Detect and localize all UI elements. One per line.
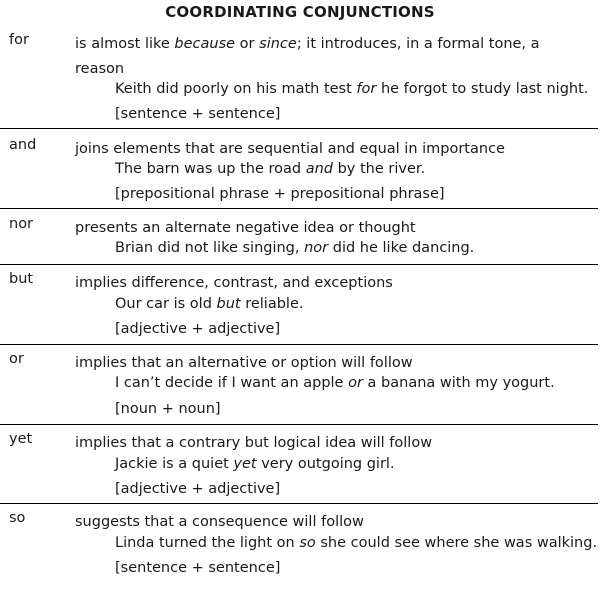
- example-conjunction: nor: [304, 240, 329, 256]
- entry-divider: [0, 128, 598, 129]
- definition: [75, 32, 545, 82]
- example-sentence: [115, 456, 395, 472]
- definition: suggests that a consequence will follow: [75, 514, 364, 530]
- example-conjunction: or: [348, 375, 363, 391]
- example-conjunction: yet: [233, 456, 257, 472]
- example-after: by the river.: [332, 161, 426, 177]
- definition-emphasis-since: since: [259, 36, 297, 52]
- example-sentence: [115, 375, 555, 391]
- example-after: reliable.: [240, 296, 304, 312]
- definition: presents an alternate negative idea or thought: [75, 220, 416, 236]
- grammar-pattern: [prepositional phrase + prepositional phrase]: [115, 186, 445, 202]
- example-after: very outgoing girl.: [256, 456, 395, 472]
- grammar-pattern: [sentence + sentence]: [115, 560, 281, 576]
- example-sentence: [115, 296, 304, 312]
- conjunction-word: for: [9, 32, 29, 48]
- example-sentence: [115, 161, 425, 177]
- example-sentence: [115, 535, 597, 551]
- grammar-pattern: [noun + noun]: [115, 401, 221, 417]
- example-before: Jackie is a quiet: [115, 456, 234, 472]
- example-before: Brian did not like singing,: [115, 240, 305, 256]
- example-after: did he like dancing.: [328, 240, 475, 256]
- definition: implies that an alternative or option will follow: [75, 355, 413, 371]
- example-before: Our car is old: [115, 296, 217, 312]
- entry-divider: [0, 208, 598, 209]
- example-after: a banana with my yogurt.: [362, 375, 555, 391]
- example-conjunction: and: [305, 161, 333, 177]
- example-before: I can’t decide if I want an apple: [115, 375, 349, 391]
- example-after: he forgot to study last night.: [376, 81, 589, 97]
- definition-part-3: ; it introduces, in a formal tone, a reason: [75, 36, 540, 77]
- conjunction-word: nor: [9, 216, 34, 232]
- entry-divider: [0, 424, 598, 425]
- definition-part-1: is almost like: [75, 36, 175, 52]
- entry-divider: [0, 344, 598, 345]
- example-sentence: [115, 240, 474, 256]
- conjunction-word: so: [9, 510, 26, 526]
- definition-emphasis-because: because: [174, 36, 236, 52]
- page-title: COORDINATING CONJUNCTIONS: [165, 3, 435, 21]
- definition: joins elements that are sequential and equal in importance: [75, 141, 505, 157]
- example-before: Linda turned the light on: [115, 535, 300, 551]
- entry-divider: [0, 264, 598, 265]
- grammar-pattern: [sentence + sentence]: [115, 106, 281, 122]
- grammar-pattern: [adjective + adjective]: [115, 321, 281, 337]
- example-before: Keith did poorly on his math test: [115, 81, 357, 97]
- definition-part-2: or: [235, 36, 260, 52]
- conjunction-word: or: [9, 351, 24, 367]
- conjunction-word: but: [9, 271, 34, 287]
- entry-divider: [0, 503, 598, 504]
- example-conjunction: so: [299, 535, 316, 551]
- grammar-pattern: [adjective + adjective]: [115, 481, 281, 497]
- example-sentence: [115, 81, 588, 97]
- example-before: The barn was up the road: [115, 161, 306, 177]
- conjunction-word: yet: [9, 431, 33, 447]
- example-conjunction: for: [356, 81, 377, 97]
- definition: implies that a contrary but logical idea will follow: [75, 435, 433, 451]
- example-conjunction: but: [216, 296, 241, 312]
- example-after: she could see where she was walking.: [315, 535, 598, 551]
- definition: implies difference, contrast, and exceptions: [75, 275, 393, 291]
- conjunction-word: and: [9, 137, 37, 153]
